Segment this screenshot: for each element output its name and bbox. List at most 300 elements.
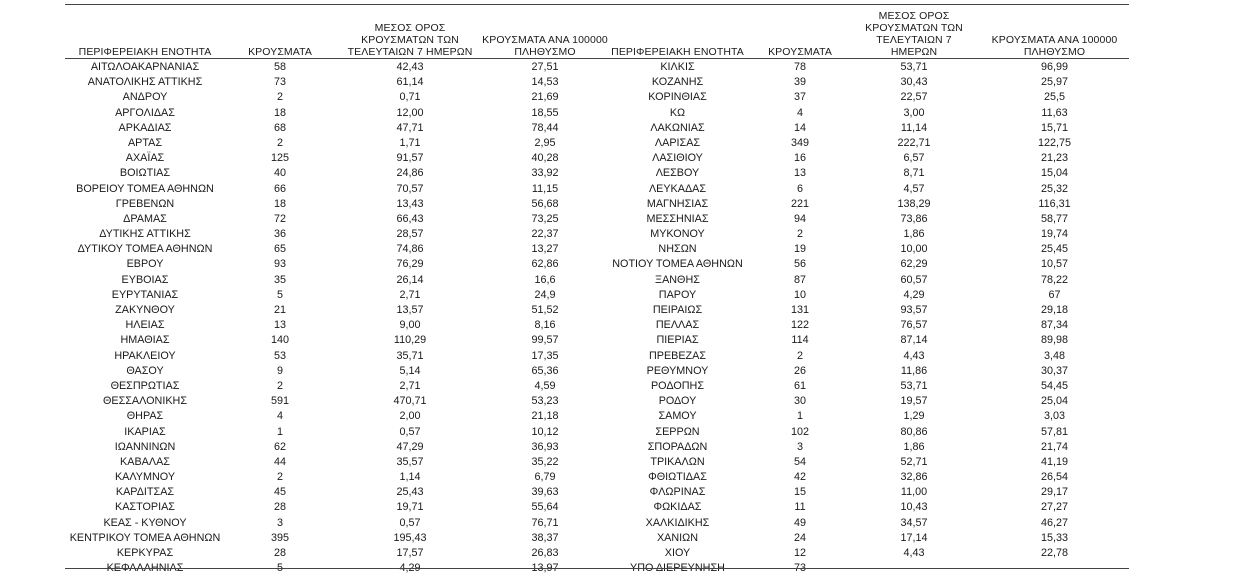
left-cases-cell: 2 [276, 379, 283, 392]
left-cases-cell: 68 [273, 121, 286, 134]
table-row [65, 90, 1129, 105]
right-per-100000-cell: 15,71 [1040, 121, 1069, 134]
right-per-100000-cell: 10,57 [1040, 258, 1069, 271]
right-cases-cell: 24 [793, 531, 806, 544]
right-avg-7-days-cell: 11,00 [900, 486, 928, 499]
left-avg-7-days-cell: 0,57 [399, 516, 421, 529]
left-cases-cell: 53 [273, 349, 286, 362]
right-cases-cell: 16 [793, 152, 806, 165]
table-row [65, 288, 1129, 303]
left-per-100000-cell: 21,18 [531, 410, 559, 423]
table-row [65, 257, 1129, 272]
table-top-rule [65, 4, 1129, 5]
right-per-100000-cell: 26,54 [1040, 471, 1069, 484]
left-region-cell: ΔΥΤΙΚΗΣ ΑΤΤΙΚΗΣ [99, 228, 191, 241]
table-bottom-rule [65, 568, 1129, 569]
right-cases-cell: 30 [793, 395, 806, 408]
table-row [65, 197, 1129, 212]
left-avg-7-days-cell: 35,71 [396, 349, 424, 362]
left-per-100000-cell: 8,16 [534, 319, 556, 332]
left-region-cell: ΑΙΤΩΛΟΑΚΑΡΝΑΝΙΑΣ [90, 61, 200, 73]
left-per-100000-cell: 21,69 [531, 91, 559, 104]
right-avg-7-days-cell: 4,43 [903, 349, 925, 362]
left-per-100000-cell: 33,92 [531, 167, 559, 180]
left-avg-7-days-cell: 4,29 [399, 562, 421, 575]
right-avg-7-days-cell: 11,14 [900, 121, 928, 134]
left-region-cell: ΖΑΚΥΝΘΟΥ [115, 304, 175, 316]
right-region-cell: ΠΑΡΟΥ [658, 288, 697, 301]
right-per-100000-cell: 57,81 [1040, 425, 1069, 438]
right-region-cell: ΤΡΙΚΑΛΩΝ [650, 455, 705, 468]
left-avg-7-days-cell: 195,43 [393, 531, 427, 544]
right-region-cell: ΛΑΚΩΝΙΑΣ [650, 121, 705, 134]
right-cases-cell: 19 [793, 243, 806, 256]
right-avg-7-days-cell: 8,71 [903, 167, 925, 180]
right-avg-7-days-cell: 53,71 [900, 379, 928, 392]
right-region-cell: ΝΗΣΩΝ [658, 243, 697, 256]
header-left-7day-average: ΜΕΣΟΣ ΟΡΟΣ ΚΡΟΥΣΜΑΤΩΝ ΤΩΝ ΤΕΛΕΥΤΑΙΩΝ 7 ΗΜΕΡΩΝ [347, 22, 473, 58]
right-per-100000-cell: 122,75 [1037, 136, 1072, 149]
left-region-cell: ΘΕΣΠΡΩΤΙΑΣ [110, 379, 180, 392]
left-region-cell: ΙΩΑΝΝΙΝΩΝ [114, 440, 176, 453]
right-region-cell: ΧΑΛΚΙΔΙΚΗΣ [645, 516, 710, 529]
table-row [65, 531, 1129, 546]
right-per-100000-cell: 46,27 [1040, 516, 1069, 529]
table-row [65, 425, 1129, 440]
left-cases-cell: 58 [273, 61, 286, 73]
left-avg-7-days-cell: 47,29 [396, 440, 424, 453]
table-row [65, 106, 1129, 121]
left-cases-cell: 9 [276, 364, 283, 377]
table-row [65, 409, 1129, 424]
right-per-100000-cell: 25,32 [1040, 182, 1069, 195]
right-cases-cell: 39 [793, 76, 806, 89]
left-avg-7-days-cell: 1,71 [399, 136, 421, 149]
right-region-cell: ΦΘΙΩΤΙΔΑΣ [648, 471, 707, 484]
right-per-100000-cell: 25,97 [1040, 76, 1069, 89]
left-per-100000-cell: 38,37 [531, 531, 559, 544]
right-region-cell: ΡΟΔΟΠΗΣ [650, 379, 705, 392]
right-cases-cell: 54 [793, 455, 806, 468]
right-cases-cell: 37 [793, 91, 806, 104]
left-cases-cell: 93 [273, 258, 286, 271]
left-region-cell: ΚΑΣΤΟΡΙΑΣ [115, 501, 175, 514]
right-cases-cell: 12 [793, 547, 806, 559]
right-region-cell: ΚΟΡΙΝΘΙΑΣ [648, 91, 707, 104]
right-per-100000-cell: 29,17 [1040, 486, 1069, 499]
right-region-cell: ΧΙΟΥ [664, 547, 691, 559]
left-avg-7-days-cell: 17,57 [396, 547, 424, 559]
left-per-100000-cell: 99,57 [531, 334, 559, 347]
right-avg-7-days-cell: 93,57 [900, 304, 928, 316]
right-avg-7-days-cell: 10,43 [900, 501, 928, 514]
right-avg-7-days-cell: 19,57 [900, 395, 928, 408]
left-cases-cell: 65 [273, 243, 286, 256]
left-per-100000-cell: 13,27 [531, 243, 559, 256]
left-per-100000-cell: 16,6 [534, 273, 556, 286]
right-avg-7-days-cell: 11,86 [900, 364, 928, 377]
right-per-100000-cell: 27,27 [1040, 501, 1069, 514]
left-per-100000-cell: 4,59 [534, 379, 556, 392]
right-region-cell: ΛΕΣΒΟΥ [655, 167, 700, 180]
left-avg-7-days-cell: 2,71 [399, 379, 421, 392]
right-cases-cell: 14 [793, 121, 806, 134]
left-avg-7-days-cell: 66,43 [396, 212, 424, 225]
right-avg-7-days-cell: 10,00 [900, 243, 928, 256]
table-row [65, 303, 1129, 318]
right-region-cell: ΜΑΓΝΗΣΙΑΣ [646, 197, 709, 210]
left-cases-cell: 5 [276, 288, 283, 301]
left-avg-7-days-cell: 19,71 [396, 501, 424, 514]
header-right-region: ΠΕΡΙΦΕΡΕΙΑΚΗ ΕΝΟΤΗΤΑ [611, 46, 744, 58]
right-avg-7-days-cell: 73,86 [900, 212, 928, 225]
left-avg-7-days-cell: 0,71 [399, 91, 421, 104]
left-avg-7-days-cell: 0,57 [399, 425, 421, 438]
right-per-100000-cell: 22,78 [1040, 547, 1069, 559]
left-per-100000-cell: 55,64 [531, 501, 559, 514]
left-region-cell: ΚΕΦΑΛΛΗΝΙΑΣ [106, 562, 184, 575]
left-avg-7-days-cell: 470,71 [393, 395, 427, 408]
left-per-100000-cell: 51,52 [531, 304, 559, 316]
right-avg-7-days-cell: 22,57 [900, 91, 928, 104]
right-region-cell: ΦΩΚΙΔΑΣ [653, 501, 702, 514]
right-avg-7-days-cell: 52,71 [900, 455, 928, 468]
right-cases-cell: 2 [796, 228, 803, 241]
right-per-100000-cell: 15,04 [1040, 167, 1069, 180]
right-per-100000-cell: 41,19 [1040, 455, 1069, 468]
right-per-100000-cell: 3,48 [1043, 349, 1065, 362]
left-avg-7-days-cell: 13,57 [396, 304, 424, 316]
right-per-100000-cell: 11,63 [1041, 106, 1068, 119]
left-region-cell: ΑΝΔΡΟΥ [122, 91, 168, 104]
left-per-100000-cell: 10,12 [531, 425, 559, 438]
left-region-cell: ΓΡΕΒΕΝΩΝ [115, 197, 175, 210]
left-cases-cell: 72 [273, 212, 286, 225]
right-cases-cell: 94 [793, 212, 806, 225]
table-row [65, 60, 1129, 75]
table-row [65, 470, 1129, 485]
right-avg-7-days-cell: 1,86 [903, 440, 925, 453]
table-row [65, 227, 1129, 242]
right-cases-cell: 15 [793, 486, 806, 499]
left-cases-cell: 28 [273, 547, 286, 559]
right-avg-7-days-cell: 30,43 [900, 76, 928, 89]
left-per-100000-cell: 24,9 [534, 288, 556, 301]
header-right-7day-average: ΜΕΣΟΣ ΟΡΟΣ ΚΡΟΥΣΜΑΤΩΝ ΤΩΝ ΤΕΛΕΥΤΑΙΩΝ 7 ΗΜΕΡΩΝ [865, 10, 963, 58]
right-cases-cell: 42 [793, 471, 806, 484]
left-region-cell: ΚΕΝΤΡΙΚΟΥ ΤΟΜΕΑ ΑΘΗΝΩΝ [69, 531, 221, 544]
left-avg-7-days-cell: 35,57 [396, 455, 424, 468]
left-cases-cell: 13 [273, 319, 286, 332]
left-region-cell: ΘΑΣΟΥ [126, 364, 164, 377]
right-per-100000-cell: 15,33 [1040, 531, 1069, 544]
table-row [65, 75, 1129, 90]
left-avg-7-days-cell: 26,14 [396, 273, 424, 286]
right-region-cell: ΜΕΣΣΗΝΙΑΣ [646, 212, 709, 225]
right-region-cell: ΣΑΜΟΥ [658, 410, 697, 423]
left-region-cell: ΚΕΡΚΥΡΑΣ [116, 547, 174, 559]
right-avg-7-days-cell: 87,14 [900, 334, 928, 347]
left-region-cell: ΗΡΑΚΛΕΙΟΥ [114, 349, 176, 362]
right-avg-7-days-cell: 6,57 [903, 152, 925, 165]
left-cases-cell: 18 [273, 106, 286, 119]
right-cases-cell: 11 [794, 501, 806, 514]
right-cases-cell: 131 [790, 304, 809, 316]
right-cases-cell: 10 [793, 288, 806, 301]
right-per-100000-cell: 58,77 [1040, 212, 1069, 225]
table-row [65, 485, 1129, 500]
table-row [65, 379, 1129, 394]
right-avg-7-days-cell: 1,86 [903, 228, 925, 241]
header-right-cases: ΚΡΟΥΣΜΑΤΑ [768, 46, 832, 58]
left-region-cell: ΑΡΓΟΛΙΔΑΣ [115, 106, 175, 119]
left-avg-7-days-cell: 2,71 [399, 288, 421, 301]
left-avg-7-days-cell: 47,71 [396, 121, 424, 134]
left-cases-cell: 21 [273, 304, 286, 316]
right-cases-cell: 73 [793, 562, 806, 575]
right-per-100000-cell: 30,37 [1040, 364, 1069, 377]
left-avg-7-days-cell: 76,29 [396, 258, 424, 271]
left-avg-7-days-cell: 5,14 [399, 364, 421, 377]
left-cases-cell: 5 [276, 562, 283, 575]
table-row [65, 333, 1129, 348]
left-per-100000-cell: 53,23 [531, 395, 559, 408]
left-per-100000-cell: 17,35 [531, 349, 559, 362]
right-region-cell: ΠΡΕΒΕΖΑΣ [648, 349, 707, 362]
right-cases-cell: 26 [793, 364, 806, 377]
table-row [65, 136, 1129, 151]
right-avg-7-days-cell: 1,29 [903, 410, 925, 423]
right-avg-7-days-cell: 32,86 [900, 471, 928, 484]
table-row [65, 546, 1129, 561]
left-region-cell: ΕΒΡΟΥ [126, 258, 164, 271]
table-row [65, 212, 1129, 227]
left-avg-7-days-cell: 13,43 [396, 197, 424, 210]
left-per-100000-cell: 18,55 [531, 106, 559, 119]
table-row [65, 440, 1129, 455]
right-region-cell: ΝΟΤΙΟΥ ΤΟΜΕΑ ΑΘΗΝΩΝ [612, 258, 743, 271]
right-avg-7-days-cell: 3,00 [903, 106, 925, 119]
table-row [65, 500, 1129, 515]
right-region-cell: ΛΕΥΚΑΔΑΣ [648, 182, 707, 195]
right-avg-7-days-cell: 34,57 [900, 516, 928, 529]
left-region-cell: ΙΚΑΡΙΑΣ [124, 425, 166, 438]
right-per-100000-cell: 96,99 [1040, 61, 1069, 73]
left-region-cell: ΘΗΡΑΣ [126, 410, 164, 423]
right-avg-7-days-cell: 17,14 [900, 531, 928, 544]
right-per-100000-cell: 21,23 [1040, 152, 1069, 165]
left-region-cell: ΘΕΣΣΑΛΟΝΙΚΗΣ [102, 395, 187, 408]
right-region-cell: ΚΙΛΚΙΣ [660, 61, 695, 73]
right-per-100000-cell: 19,74 [1040, 228, 1069, 241]
left-cases-cell: 66 [273, 182, 286, 195]
left-cases-cell: 4 [276, 410, 283, 423]
left-avg-7-days-cell: 25,43 [396, 486, 424, 499]
right-region-cell: ΠΕΙΡΑΙΩΣ [652, 304, 703, 316]
left-per-100000-cell: 11,15 [531, 182, 559, 195]
right-region-cell: ΠΙΕΡΙΑΣ [656, 334, 699, 347]
right-cases-cell: 2 [796, 349, 803, 362]
left-per-100000-cell: 76,71 [531, 516, 559, 529]
header-rule [65, 58, 1129, 59]
left-cases-cell: 44 [273, 455, 286, 468]
right-region-cell: ΚΩ [669, 106, 686, 119]
left-cases-cell: 2 [276, 471, 283, 484]
right-region-cell: ΠΕΛΛΑΣ [655, 319, 700, 332]
table-row [65, 182, 1129, 197]
right-region-cell: ΥΠΟ ΔΙΕΡΕΥΝΗΣΗ [630, 562, 725, 575]
left-avg-7-days-cell: 110,29 [393, 334, 427, 347]
left-region-cell: ΗΛΕΙΑΣ [125, 319, 165, 332]
right-region-cell: ΦΛΩΡΙΝΑΣ [649, 486, 706, 499]
left-region-cell: ΚΑΡΔΙΤΣΑΣ [115, 486, 175, 499]
left-avg-7-days-cell: 91,57 [396, 152, 424, 165]
table-row [65, 394, 1129, 409]
right-cases-cell: 49 [793, 516, 806, 529]
left-cases-cell: 18 [273, 197, 286, 210]
right-cases-cell: 114 [791, 334, 809, 347]
table-row [65, 516, 1129, 531]
right-cases-cell: 56 [793, 258, 806, 271]
right-avg-7-days-cell: 62,29 [900, 258, 928, 271]
left-cases-cell: 591 [270, 395, 289, 408]
left-region-cell: ΑΡΚΑΔΙΑΣ [118, 121, 172, 134]
left-region-cell: ΒΟΡΕΙΟΥ ΤΟΜΕΑ ΑΘΗΝΩΝ [76, 182, 214, 195]
left-avg-7-days-cell: 70,57 [396, 182, 424, 195]
right-per-100000-cell: 29,18 [1040, 304, 1069, 316]
left-per-100000-cell: 2,95 [534, 136, 556, 149]
left-per-100000-cell: 39,63 [531, 486, 559, 499]
header-left-region: ΠΕΡΙΦΕΡΕΙΑΚΗ ΕΝΟΤΗΤΑ [78, 46, 212, 58]
right-region-cell: ΡΟΔΟΥ [658, 395, 697, 408]
right-cases-cell: 13 [793, 167, 806, 180]
right-avg-7-days-cell: 222,71 [897, 136, 931, 149]
right-per-100000-cell: 54,45 [1040, 379, 1069, 392]
header-left-cases: ΚΡΟΥΣΜΑΤΑ [248, 46, 312, 58]
left-cases-cell: 2 [276, 136, 283, 149]
left-per-100000-cell: 26,83 [531, 547, 559, 559]
right-per-100000-cell: 25,04 [1040, 395, 1069, 408]
right-region-cell: ΣΠΟΡΑΔΩΝ [647, 440, 708, 453]
table-row [65, 151, 1129, 166]
left-cases-cell: 73 [273, 76, 286, 89]
right-avg-7-days-cell: 4,57 [903, 182, 925, 195]
left-cases-cell: 36 [273, 228, 286, 241]
left-per-100000-cell: 73,25 [531, 212, 559, 225]
right-per-100000-cell: 87,34 [1040, 319, 1069, 332]
left-avg-7-days-cell: 2,00 [399, 410, 421, 423]
right-per-100000-cell: 89,98 [1040, 334, 1069, 347]
left-cases-cell: 3 [276, 516, 283, 529]
right-cases-cell: 221 [790, 197, 809, 210]
table-row [65, 121, 1129, 136]
left-avg-7-days-cell: 74,86 [396, 243, 424, 256]
left-per-100000-cell: 35,22 [531, 455, 559, 468]
right-per-100000-cell: 21,74 [1040, 440, 1069, 453]
left-region-cell: ΔΡΑΜΑΣ [123, 212, 167, 225]
right-cases-cell: 6 [796, 182, 803, 195]
left-cases-cell: 35 [273, 273, 286, 286]
right-cases-cell: 1 [796, 410, 803, 423]
left-cases-cell: 28 [273, 501, 286, 514]
right-per-100000-cell: 25,5 [1043, 91, 1065, 104]
left-per-100000-cell: 22,37 [531, 228, 559, 241]
left-region-cell: ΑΧΑΪΑΣ [125, 152, 165, 165]
right-per-100000-cell: 25,45 [1040, 243, 1069, 256]
left-avg-7-days-cell: 24,86 [396, 167, 424, 180]
left-per-100000-cell: 27,51 [531, 61, 559, 73]
left-region-cell: ΔΥΤΙΚΟΥ ΤΟΜΕΑ ΑΘΗΝΩΝ [77, 243, 213, 256]
left-per-100000-cell: 40,28 [531, 152, 559, 165]
left-region-cell: ΕΥΒΟΙΑΣ [121, 273, 169, 286]
table-row [65, 273, 1129, 288]
left-per-100000-cell: 65,36 [531, 364, 559, 377]
left-avg-7-days-cell: 12,00 [396, 106, 424, 119]
left-avg-7-days-cell: 1,14 [399, 471, 421, 484]
right-per-100000-cell: 116,31 [1038, 197, 1071, 210]
table-row [65, 349, 1129, 364]
right-avg-7-days-cell: 4,29 [903, 288, 925, 301]
right-avg-7-days-cell: 53,71 [900, 61, 928, 73]
left-per-100000-cell: 6,79 [534, 471, 556, 484]
right-per-100000-cell: 3,03 [1043, 410, 1065, 423]
left-per-100000-cell: 36,93 [531, 440, 559, 453]
left-avg-7-days-cell: 28,57 [396, 228, 424, 241]
left-region-cell: ΚΕΑΣ - ΚΥΘΝΟΥ [103, 516, 187, 529]
right-cases-cell: 102 [790, 425, 809, 438]
table-row [65, 166, 1129, 181]
header-right-per-100000: ΚΡΟΥΣΜΑΤΑ ΑΝΑ 100000 ΠΛΗΘΥΣΜΟ [991, 34, 1118, 58]
right-region-cell: ΛΑΡΙΣΑΣ [654, 136, 701, 149]
right-avg-7-days-cell: 80,86 [900, 425, 928, 438]
left-avg-7-days-cell: 9,00 [399, 319, 421, 332]
table-row [65, 455, 1129, 470]
right-cases-cell: 87 [793, 273, 806, 286]
right-per-100000-cell: 78,22 [1040, 273, 1069, 286]
table-row [65, 242, 1129, 257]
left-region-cell: ΚΑΒΑΛΑΣ [120, 455, 170, 468]
table-body [65, 60, 1129, 576]
right-region-cell: ΜΥΚΟΝΟΥ [650, 228, 705, 241]
right-per-100000-cell: 67 [1048, 288, 1061, 301]
left-cases-cell: 45 [273, 486, 286, 499]
left-region-cell: ΑΡΤΑΣ [127, 136, 163, 149]
left-avg-7-days-cell: 61,14 [396, 76, 424, 89]
left-per-100000-cell: 62,86 [531, 258, 559, 271]
left-cases-cell: 1 [276, 425, 283, 438]
right-avg-7-days-cell: 76,57 [900, 319, 928, 332]
left-region-cell: ΚΑΛΥΜΝΟΥ [114, 471, 176, 484]
left-cases-cell: 40 [273, 167, 286, 180]
right-region-cell: ΛΑΣΙΘΙΟΥ [652, 152, 703, 165]
left-region-cell: ΗΜΑΘΙΑΣ [120, 334, 170, 347]
left-cases-cell: 140 [270, 334, 289, 347]
left-region-cell: ΒΟΙΩΤΙΑΣ [119, 167, 171, 180]
left-per-100000-cell: 13,97 [531, 562, 559, 575]
right-cases-cell: 78 [793, 61, 806, 73]
left-per-100000-cell: 78,44 [531, 121, 559, 134]
right-avg-7-days-cell: 4,43 [903, 547, 925, 559]
right-region-cell: ΞΑΝΘΗΣ [655, 273, 700, 286]
right-cases-cell: 3 [796, 440, 803, 453]
left-region-cell: ΑΝΑΤΟΛΙΚΗΣ ΑΤΤΙΚΗΣ [87, 76, 203, 89]
left-avg-7-days-cell: 42,43 [396, 61, 424, 73]
left-cases-cell: 125 [270, 152, 289, 165]
right-cases-cell: 349 [790, 136, 809, 149]
left-cases-cell: 2 [276, 91, 283, 104]
left-cases-cell: 62 [273, 440, 286, 453]
table-row [65, 318, 1129, 333]
